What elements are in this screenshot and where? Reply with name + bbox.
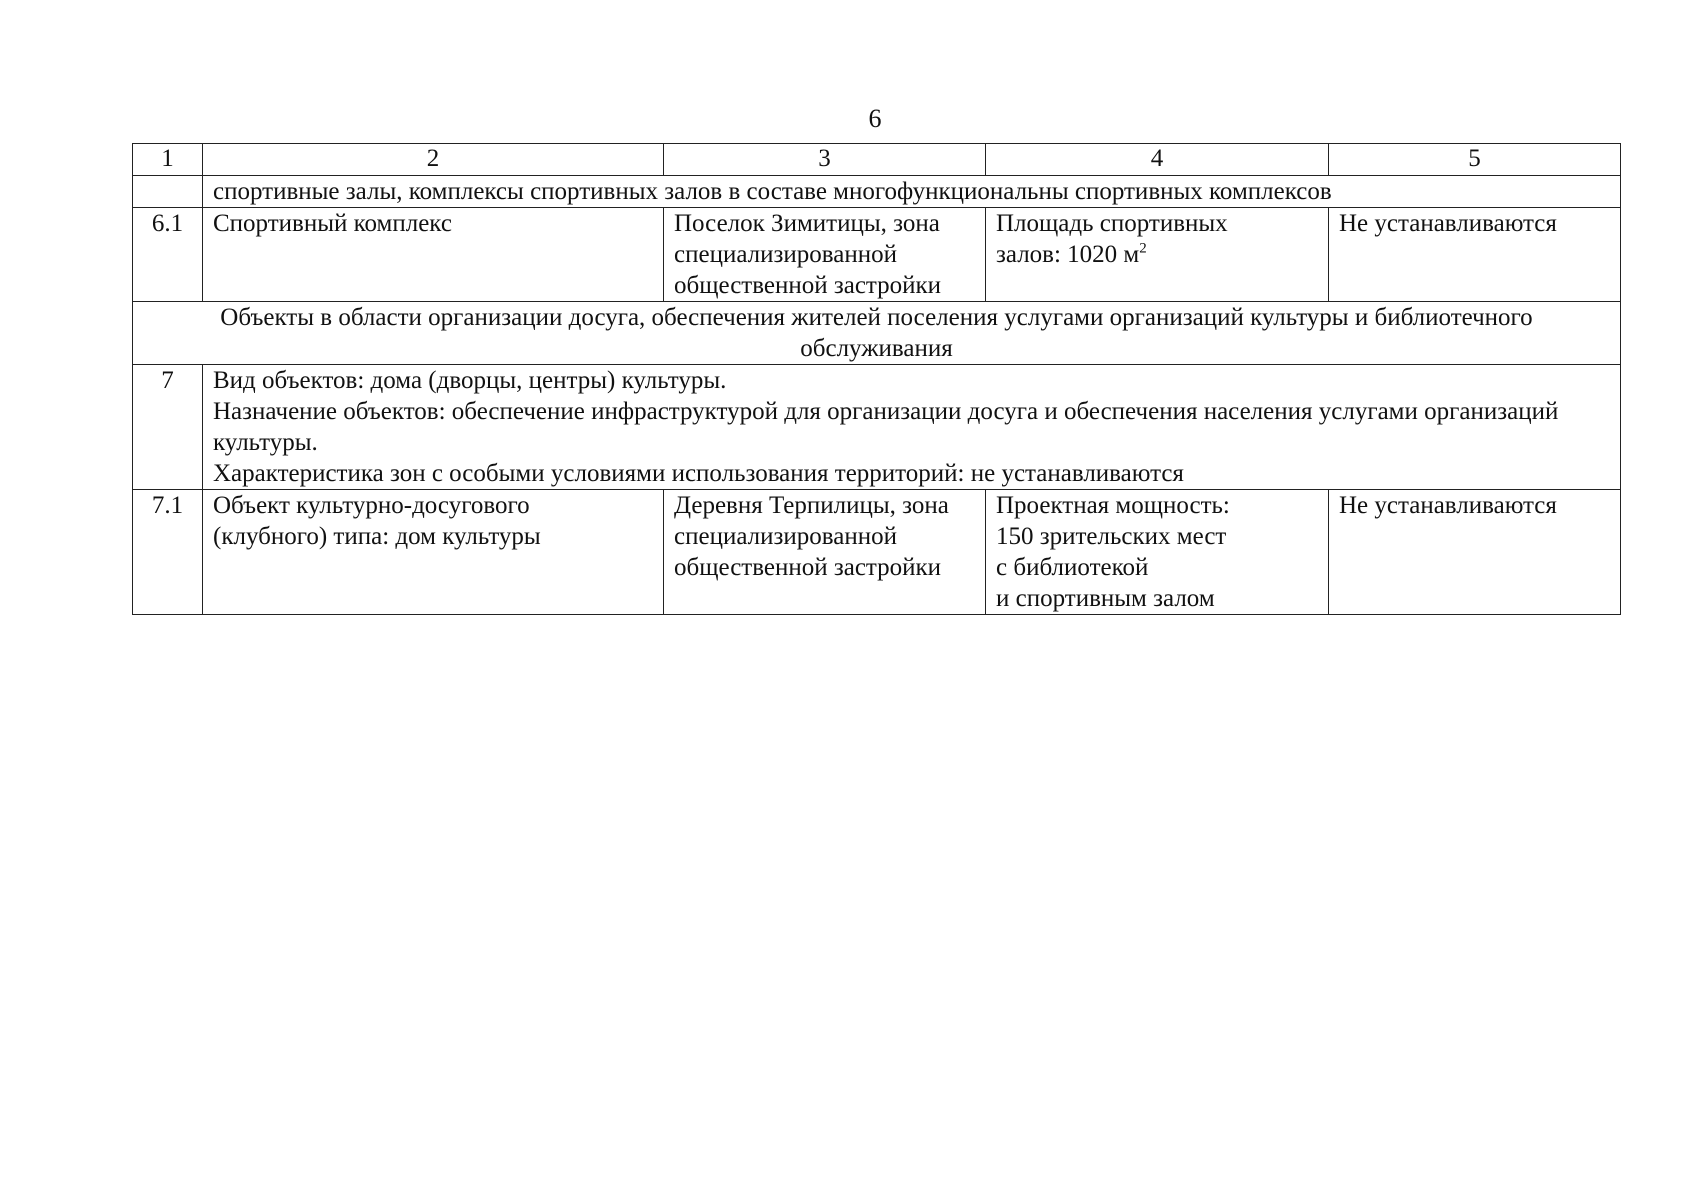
- characteristics-line: и спортивным залом: [996, 585, 1215, 612]
- characteristics-line: Проектная мощность:: [996, 492, 1230, 519]
- characteristics-line: [996, 239, 1318, 270]
- table-row-6-1: [133, 208, 1621, 302]
- table-header-row: [133, 144, 1621, 176]
- zones-cell: Не устанавливаются: [1329, 490, 1621, 615]
- name-line: (клубного) типа: дом культуры: [213, 523, 541, 550]
- description-line: Назначение объектов: обеспечение инфраструктурой для организации досуга и обеспечения населения услугами организаций культуры.: [213, 398, 1559, 456]
- name-line: Объект культурно-досугового: [213, 492, 530, 519]
- object-characteristics-cell: [986, 208, 1329, 302]
- location-line: общественной застройки: [674, 554, 942, 581]
- object-location-cell: [664, 208, 986, 302]
- column-header-5: 5: [1329, 144, 1621, 176]
- zones-cell: Не устанавливаются: [1329, 208, 1621, 302]
- row-number-cell: 6.1: [133, 208, 203, 302]
- description-line: Вид объектов: дома (дворцы, центры) культуры.: [213, 367, 727, 394]
- row-number-cell: 7: [133, 365, 203, 490]
- location-line: специализированной: [674, 241, 897, 268]
- location-line: общественной застройки: [674, 272, 942, 299]
- characteristics-line: Площадь спортивных: [996, 210, 1228, 237]
- description-line: Характеристика зон с особыми условиями использования территорий: не устанавливаются: [213, 460, 1184, 487]
- area-value-text: залов: 1020 м: [996, 241, 1140, 268]
- page-number: 6: [868, 104, 882, 133]
- characteristics-line: с библиотекой: [996, 554, 1149, 581]
- square-superscript: 2: [1139, 240, 1147, 257]
- object-location-cell: [664, 490, 986, 615]
- empty-num-cell: [133, 176, 203, 208]
- table-row-culture-section: [133, 302, 1621, 365]
- object-name-cell: Спортивный комплекс: [203, 208, 664, 302]
- table-row-7: [133, 365, 1621, 490]
- object-name-cell: [203, 490, 664, 615]
- location-line: Поселок Зимитицы, зона: [674, 210, 940, 237]
- location-line: Деревня Терпилицы, зона: [674, 492, 949, 519]
- table-row-7-1: [133, 490, 1621, 615]
- column-header-1: 1: [133, 144, 203, 176]
- table-row-sport-subheader: [133, 176, 1621, 208]
- characteristics-line: 150 зрительских мест: [996, 523, 1227, 550]
- column-header-4: 4: [986, 144, 1329, 176]
- planning-table: [132, 143, 1621, 615]
- column-header-3: 3: [664, 144, 986, 176]
- column-header-2: 2: [203, 144, 664, 176]
- sport-subheader-cell: спортивные залы, комплексы спортивных залов в составе многофункциональны спортивных комплексов: [203, 176, 1621, 208]
- object-characteristics-cell: [986, 490, 1329, 615]
- object-description-cell: [203, 365, 1621, 490]
- location-line: специализированной: [674, 523, 897, 550]
- culture-section-heading: Объекты в области организации досуга, обеспечения жителей поселения услугами организаций культуры и библиотечного обслуживания: [133, 302, 1621, 365]
- row-number-cell: 7.1: [133, 490, 203, 615]
